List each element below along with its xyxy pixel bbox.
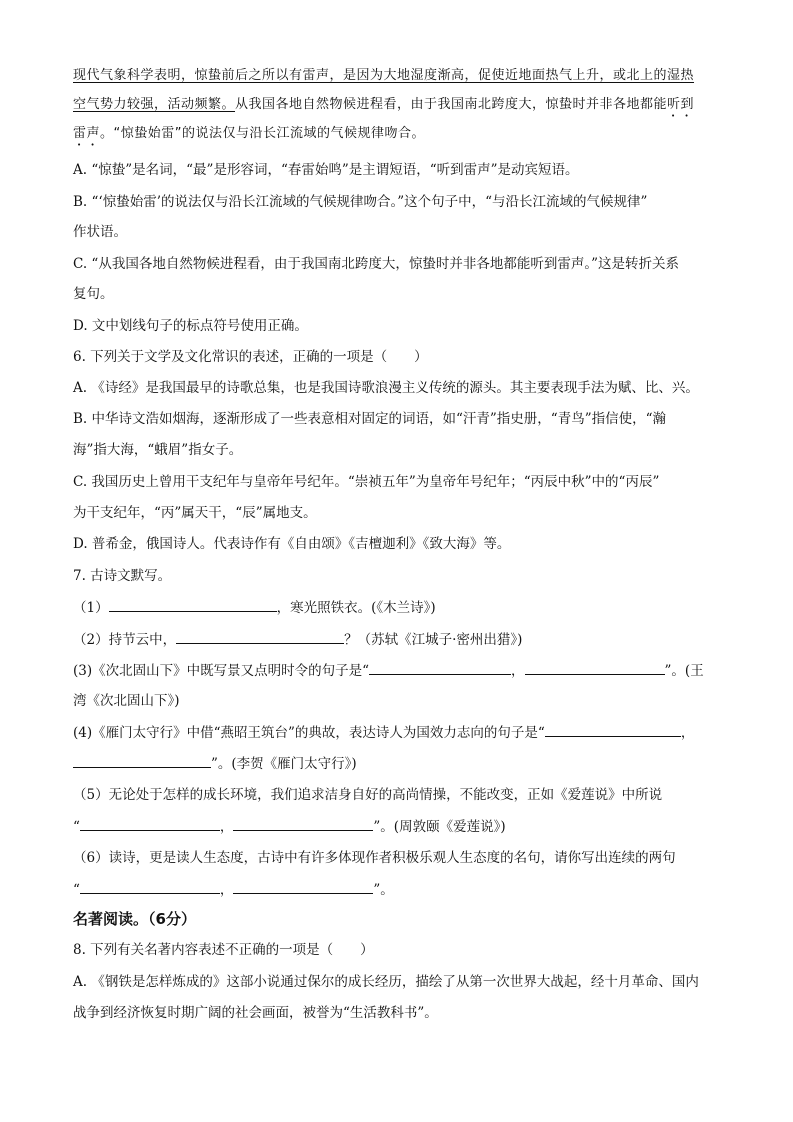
- q7-sub-1: （1） ，寒光照铁衣。(《木兰诗》): [73, 597, 436, 618]
- answer-blank[interactable]: [80, 879, 220, 894]
- q6-option-b-line-2: 海”指大海，“蛾眉”指女子。: [73, 442, 243, 458]
- dotted-emphasis: 听到: [667, 97, 695, 112]
- answer-blank[interactable]: [233, 879, 373, 894]
- q7-sub-2: （2）持节云中， ？（苏轼《江城子·密州出猎》): [73, 629, 522, 650]
- section-heading: 名著阅读。（6分）: [73, 910, 196, 928]
- q8-stem: 8. 下列有关名著内容表述不正确的一项是（ ）: [73, 942, 374, 958]
- q7-sub-6-line-1: （6）读诗，更是读人生态度，古诗中有许多体现作者积极乐观人生态度的名句，请你写出连续的两句: [73, 850, 676, 866]
- passage-line-3: 雷声。“惊蛰始雷”的说法仅与沿长江流域的气候规律吻合。: [73, 126, 425, 141]
- q5-option-c-line-2: 复句。: [73, 286, 114, 302]
- q6-option-c-line-2: 为干支纪年，“丙”属天干，“辰”属地支。: [73, 505, 317, 521]
- answer-blank[interactable]: [525, 660, 665, 675]
- passage-line-2: 空气势力较强，活动频繁。从我国各地自然物候进程看，由于我国南北跨度大，惊蛰时并非各地都能听到: [73, 97, 695, 112]
- dotted-emphasis: 雷声: [73, 126, 101, 141]
- q7-sub-3-line-1: (3)《次北固山下》中既写景又点明时令的句子是“ ， ”。(王: [73, 660, 704, 681]
- underlined-sentence: 空气势力较强，活动频繁。: [73, 97, 236, 112]
- answer-blank[interactable]: [109, 597, 277, 612]
- answer-blank[interactable]: [233, 816, 373, 831]
- answer-blank[interactable]: [369, 660, 511, 675]
- q6-option-d: D. 普希金，俄国诗人。代表诗作有《自由颂》《吉檀迦利》《致大海》等。: [73, 536, 511, 552]
- q7-sub-3-line-2: 湾《次北固山下》): [73, 693, 180, 709]
- q8-option-a-line-1: A. 《钢铁是怎样炼成的》这部小说通过保尔的成长经历，描绘了从第一次世界大战起，经十月革命、国内: [73, 974, 699, 990]
- q7-sub-4-line-2: ”。(李贺《雁门太守行》): [73, 753, 357, 774]
- q5-option-a: A. “惊蛰”是名词，“最”是形容词，“春雷始鸣”是主谓短语，“听到雷声”是动宾短语。: [73, 162, 579, 178]
- q6-stem: 6. 下列关于文学及文化常识的表述，正确的一项是（ ）: [73, 349, 428, 365]
- q6-option-b-line-1: B. 中华诗文浩如烟海，逐渐形成了一些表意相对固定的词语，如“汗青”指史册，“青鸟”指信使，“瀚: [73, 411, 667, 427]
- q7-sub-6-line-2: “ ， ”。: [73, 879, 394, 900]
- q5-option-b-line-1: B. “‘惊蛰始雷’的说法仅与沿长江流域的气候规律吻合。”这个句子中，“与沿长江流域的气候规律”: [73, 194, 648, 210]
- q7-sub-5-line-1: （5）无论处于怎样的成长环境，我们追求洁身自好的高尚情操，不能改变，正如《爱莲说》中所说: [73, 787, 663, 803]
- q5-option-d: D. 文中划线句子的标点符号使用正确。: [73, 318, 308, 334]
- q7-sub-4-line-1: (4)《雁门太守行》中借“燕昭王筑台”的典故，表达诗人为国效力志向的句子是“ ，: [73, 722, 694, 743]
- answer-blank[interactable]: [80, 816, 220, 831]
- q6-option-c-line-1: C. 我国历史上曾用干支纪年与皇帝年号纪年。“崇祯五年”为皇帝年号纪年；“丙辰中秋”中的“丙辰”: [73, 474, 660, 490]
- answer-blank[interactable]: [176, 629, 344, 644]
- q6-option-a: A. 《诗经》是我国最早的诗歌总集，也是我国诗歌浪漫主义传统的源头。其主要表现手法为赋、比、兴。: [73, 380, 699, 396]
- q7-sub-5-line-2: “ ， ”。(周敦颐《爱莲说》): [73, 816, 506, 837]
- q5-option-b-line-2: 作状语。: [73, 224, 127, 240]
- q8-option-a-line-2: 战争到经济恢复时期广阔的社会画面，被誉为“生活教科书”。: [73, 1005, 438, 1021]
- q5-option-c-line-1: C. “从我国各地自然物候进程看，由于我国南北跨度大，惊蛰时并非各地都能听到雷声。”这是转折关系: [73, 256, 679, 272]
- answer-blank[interactable]: [73, 753, 211, 768]
- q7-stem: 7. 古诗文默写。: [73, 568, 172, 584]
- answer-blank[interactable]: [545, 722, 681, 737]
- passage-line-1: 现代气象科学表明，惊蛰前后之所以有雷声，是因为大地湿度渐高，促使近地面热气上升，或北上的湿热: [73, 68, 695, 83]
